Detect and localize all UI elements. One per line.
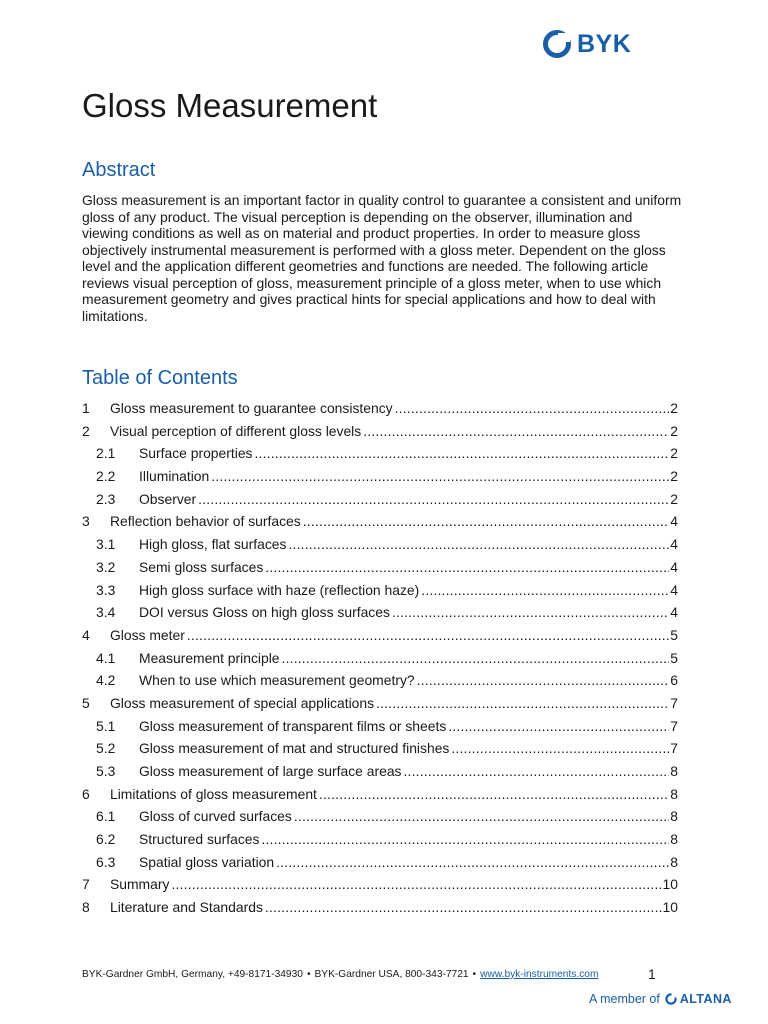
toc-entry-title: DOI versus Gloss on high gloss surfaces (139, 604, 390, 621)
toc-entry-page: 4 (670, 581, 678, 598)
toc-entry-number: 1 (82, 400, 90, 416)
abstract-text: Gloss measurement is an important factor in quality control to guarantee a consistent and uniform gloss of any product. The visual perception is depending on the observer, illumination and viewing conditions as well as on material and product properties. In order to measure gloss objectively instrumental measurement is performed with a gloss meter. Dependent on the gloss level and the application different geometries and functions are needed. The following article reviews visual perception of gloss, measurement principle of a gloss meter, when to use which measurement geometry and gives practical hints for special applications and how to deal with limitations. (82, 192, 682, 324)
toc-entry[interactable] (82, 601, 678, 624)
toc-entry-number: 3 (82, 513, 90, 530)
toc-entry-title: Visual perception of different gloss levels (110, 422, 362, 439)
toc-entry-page: 2 (670, 468, 678, 485)
toc-entry-title: Observer (139, 490, 197, 507)
toc-entry-title: Gloss measurement of large surface areas (139, 763, 402, 779)
toc-entry[interactable] (82, 669, 678, 692)
toc-entry-number: 2.3 (96, 490, 116, 507)
toc-entry-number: 6.2 (96, 831, 116, 848)
toc-entry[interactable] (82, 692, 678, 715)
toc-entry-number: 4.2 (96, 672, 116, 689)
toc-entry-title: Gloss measurement of transparent films or sheets (139, 717, 447, 734)
toc-entry-number: 6 (82, 785, 90, 802)
toc-dot-leader (392, 601, 669, 624)
toc-entry-title: Gloss of curved surfaces (139, 808, 292, 825)
altana-brand-text: ALTANA (679, 992, 732, 1006)
toc-entry[interactable] (82, 579, 678, 602)
abstract-heading: Abstract (82, 159, 156, 181)
toc-entry-title: Reflection behavior of surfaces (110, 513, 301, 530)
toc-entry-number: 3.2 (96, 558, 116, 575)
toc-entry-number: 5 (82, 694, 90, 711)
toc-entry-number: 5.3 (96, 763, 116, 779)
toc-entry[interactable] (82, 397, 678, 420)
toc-dot-leader (451, 737, 669, 760)
member-text: A member of (589, 992, 660, 1006)
toc-entry-page: 8 (670, 831, 678, 848)
toc-entry-page: 2 (670, 445, 678, 462)
toc-entry-page: 4 (670, 513, 678, 530)
toc-entry-title: High gloss surface with haze (reflection haze) (139, 581, 420, 598)
toc-entry-title: Literature and Standards (110, 899, 263, 916)
footer-contact (82, 969, 598, 980)
toc-dot-leader (171, 873, 661, 896)
toc-entry-page: 7 (670, 740, 678, 757)
toc-dot-leader (187, 624, 669, 647)
toc-dot-leader (448, 715, 669, 738)
toc-entry-number: 4.1 (96, 649, 116, 666)
toc-entry-title: Summary (110, 876, 170, 893)
toc-dot-leader (261, 828, 669, 851)
toc-dot-leader (421, 579, 669, 602)
toc-entry-title: Spatial gloss variation (139, 853, 275, 870)
toc-entry[interactable] (82, 624, 678, 647)
toc-entry-number: 3.3 (96, 581, 116, 598)
toc-entry-number: 4 (82, 626, 90, 643)
toc-entry[interactable] (82, 851, 678, 874)
toc-dot-leader (282, 647, 670, 670)
table-of-contents (82, 397, 678, 919)
contact-usa: BYK-Gardner USA, 800-343-7721 (314, 969, 469, 980)
toc-dot-leader (288, 533, 669, 556)
toc-entry-page: 4 (670, 604, 678, 621)
toc-entry-page: 2 (670, 490, 678, 507)
toc-entry-number: 2 (82, 422, 90, 439)
toc-entry-page: 5 (670, 626, 678, 643)
toc-entry-page: 4 (670, 536, 678, 553)
toc-entry-page: 8 (670, 808, 678, 825)
toc-entry-page: 8 (670, 853, 678, 870)
toc-entry-page: 8 (670, 763, 678, 779)
toc-entry[interactable] (82, 442, 678, 465)
toc-dot-leader (211, 465, 669, 488)
toc-dot-leader (265, 896, 662, 919)
toc-entry[interactable] (82, 556, 678, 579)
toc-dot-leader (303, 510, 670, 533)
toc-entry-number: 2.2 (96, 468, 116, 485)
toc-dot-leader (376, 692, 669, 715)
toc-entry-title: Gloss measurement to guarantee consistency (110, 400, 393, 416)
toc-entry-page: 4 (670, 558, 678, 575)
toc-entry-title: Surface properties (139, 445, 253, 462)
toc-entry[interactable] (82, 510, 678, 533)
toc-entry-number: 5.1 (96, 717, 116, 734)
toc-entry[interactable] (82, 488, 678, 511)
altana-membership (589, 992, 732, 1006)
toc-entry[interactable] (82, 715, 678, 738)
page-title: Gloss Measurement (82, 87, 378, 124)
footer-separator: • (472, 969, 477, 980)
toc-entry-title: Limitations of gloss measurement (110, 785, 317, 802)
toc-entry-title: Gloss meter (110, 626, 185, 643)
toc-entry-number: 6.3 (96, 853, 116, 870)
toc-entry-number: 5.2 (96, 740, 116, 757)
toc-entry[interactable] (82, 465, 678, 488)
logo-text: BYK (577, 30, 632, 58)
toc-dot-leader (255, 442, 670, 465)
toc-dot-leader (319, 783, 669, 806)
toc-entry-title: Semi gloss surfaces (139, 558, 264, 575)
toc-entry-page: 5 (670, 649, 678, 666)
toc-entry-page: 7 (670, 717, 678, 734)
contact-germany: BYK-Gardner GmbH, Germany, +49-8171-34930 (82, 969, 303, 980)
toc-entry-page: 10 (662, 876, 678, 893)
toc-heading: Table of Contents (82, 367, 238, 389)
toc-entry[interactable] (82, 760, 678, 783)
toc-entry-page: 8 (670, 785, 678, 802)
toc-entry-title: Measurement principle (139, 649, 280, 666)
toc-dot-leader (404, 760, 670, 783)
toc-entry-page: 7 (670, 694, 678, 711)
byk-logo-icon (543, 30, 571, 58)
toc-entry-title: High gloss, flat surfaces (139, 536, 287, 553)
toc-entry-page: 10 (662, 899, 678, 916)
toc-entry[interactable] (82, 828, 678, 851)
toc-entry-title: When to use which measurement geometry? (139, 672, 415, 689)
altana-logo-icon (665, 993, 677, 1005)
toc-entry[interactable] (82, 737, 678, 760)
toc-dot-leader (395, 397, 670, 420)
toc-entry-number: 3.4 (96, 604, 116, 621)
toc-entry[interactable] (82, 783, 678, 806)
toc-dot-leader (417, 669, 670, 692)
toc-dot-leader (276, 851, 669, 874)
toc-entry[interactable] (82, 805, 678, 828)
toc-entry-number: 3.1 (96, 536, 116, 553)
toc-entry[interactable] (82, 647, 678, 670)
toc-entry-number: 8 (82, 899, 90, 916)
toc-entry-number: 7 (82, 876, 90, 893)
toc-entry-title: Gloss measurement of mat and structured finishes (139, 740, 450, 757)
footer-separator: • (306, 969, 311, 980)
toc-entry-number: 2.1 (96, 445, 116, 462)
page-number: 1 (648, 966, 656, 982)
toc-entry[interactable] (82, 896, 678, 919)
toc-entry-title: Gloss measurement of special applications (110, 694, 375, 711)
toc-dot-leader (363, 420, 669, 443)
toc-entry-number: 6.1 (96, 808, 116, 825)
toc-entry-page: 2 (670, 400, 678, 416)
toc-entry-page: 2 (670, 422, 678, 439)
toc-entry-title: Structured surfaces (139, 831, 260, 848)
toc-entry-title: Illumination (139, 468, 210, 485)
toc-entry[interactable] (82, 420, 678, 443)
toc-entry[interactable] (82, 873, 678, 896)
toc-entry-page: 6 (670, 672, 678, 689)
toc-dot-leader (198, 488, 669, 511)
byk-logo (543, 30, 631, 58)
toc-dot-leader (265, 556, 669, 579)
website-link[interactable]: www.byk-instruments.com (480, 969, 599, 980)
toc-dot-leader (294, 805, 669, 828)
toc-entry[interactable] (82, 533, 678, 556)
